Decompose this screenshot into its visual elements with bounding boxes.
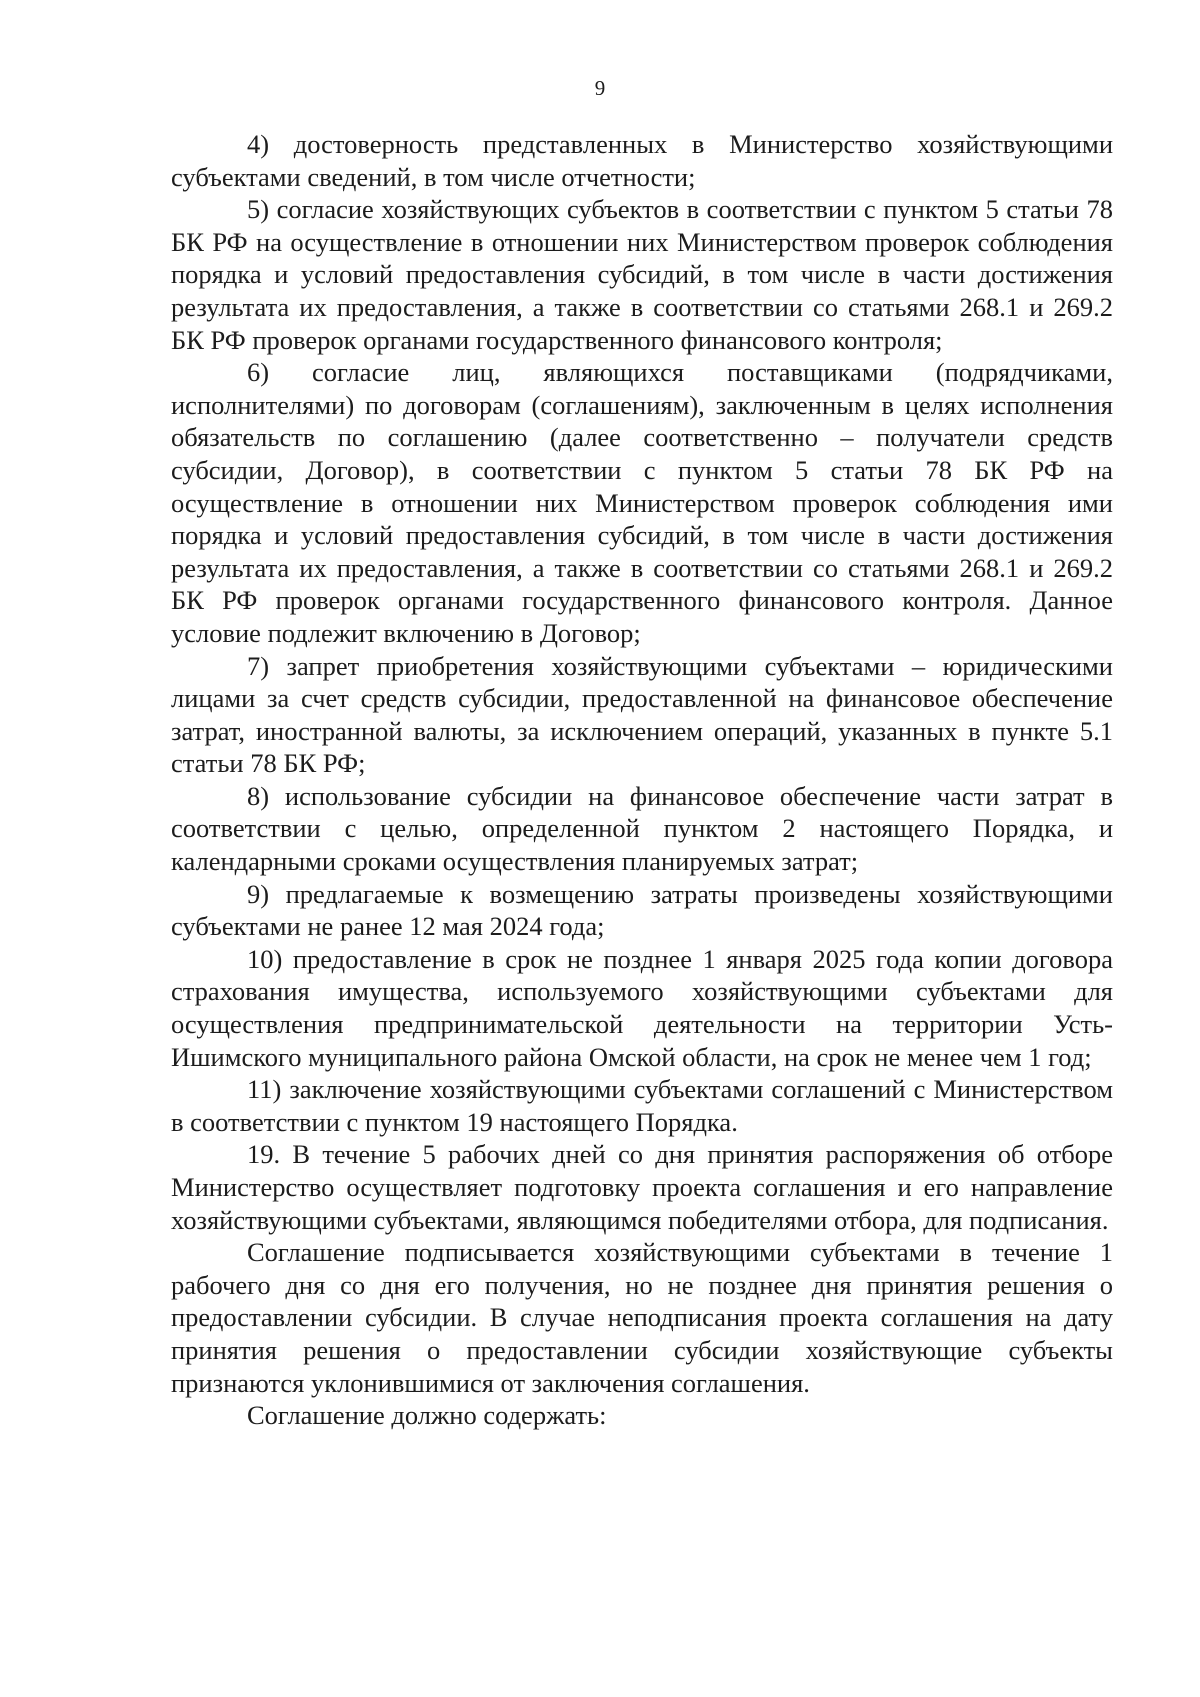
- paragraph-clause-19: 19. В течение 5 рабочих дней со дня принятия распоряжения об отборе Министерство осуществляет подготовку проекта соглашения и его направление хозяйствующими субъектами, являющимся победителями отбора, для подписания.: [171, 1139, 1113, 1235]
- paragraph-item-9: 9) предлагаемые к возмещению затраты произведены хозяйствующими субъектами не ранее 12 мая 2024 года;: [171, 878, 1113, 942]
- paragraph-item-5: 5) согласие хозяйствующих субъектов в соответствии с пунктом 5 статьи 78 БК РФ на осуществление в отношении них Министерством проверок соблюдения порядка и условий предоставления субсидий, в том числе в части достижения результата их предоставления, а также в соответствии со статьями 268.1 и 269.2 БК РФ проверок органами государственного финансового контроля;: [171, 194, 1113, 355]
- paragraph-agreement-signing: Соглашение подписывается хозяйствующими субъектами в течение 1 рабочего дня со дня его получения, но не позднее дня принятия решения о предоставлении субсидии. В случае неподписания проекта соглашения на дату принятия решения о предоставлении субсидии хозяйствующие субъекты признаются уклонившимися от заключения соглашения.: [171, 1237, 1113, 1398]
- paragraph-agreement-contents: Соглашение должно содержать:: [247, 1400, 607, 1431]
- paragraph-item-11: 11) заключение хозяйствующими субъектами соглашений с Министерством в соответствии с пунктом 19 настоящего Порядка.: [171, 1074, 1113, 1137]
- paragraph-item-6: 6) согласие лиц, являющихся поставщиками (подрядчиками, исполнителями) по договорам (соглашениям), заключенным в целях исполнения обязательств по соглашению (далее соответственно – получатели средств субсидии, Договор), в соответствии с пунктом 5 статьи 78 БК РФ на осуществление в отношении них Министерством проверок соблюдения ими порядка и условий предоставления субсидий, в том числе в части достижения результата их предоставления, а также в соответствии со статьями 268.1 и 269.2 БК РФ проверок органами государственного финансового контроля. Данное условие подлежит включению в Договор;: [171, 357, 1113, 648]
- paragraph-item-7: 7) запрет приобретения хозяйствующими субъектами – юридическими лицами за счет средств субсидии, предоставленной на финансовое обеспечение затрат, иностранной валюты, за исключением операций, указанных в пункте 5.1 статьи 78 БК РФ;: [171, 650, 1113, 779]
- document-body: [171, 128, 1113, 1432]
- paragraph-item-10: 10) предоставление в срок не позднее 1 января 2025 года копии договора страхования имущества, используемого хозяйствующими субъектами для осуществления предпринимательской деятельности на территории Усть-Ишимского муниципального района Омской области, на срок не менее чем 1 год;: [171, 943, 1113, 1072]
- page-number: 9: [594, 76, 606, 100]
- paragraph-item-8: 8) использование субсидии на финансовое обеспечение части затрат в соответствии с целью, определенной пунктом 2 настоящего Порядка, и календарными сроками осуществления планируемых затрат;: [171, 780, 1113, 877]
- paragraph-item-4: 4) достоверность представленных в Министерство хозяйствующими субъектами сведений, в том числе отчетности;: [171, 129, 1113, 192]
